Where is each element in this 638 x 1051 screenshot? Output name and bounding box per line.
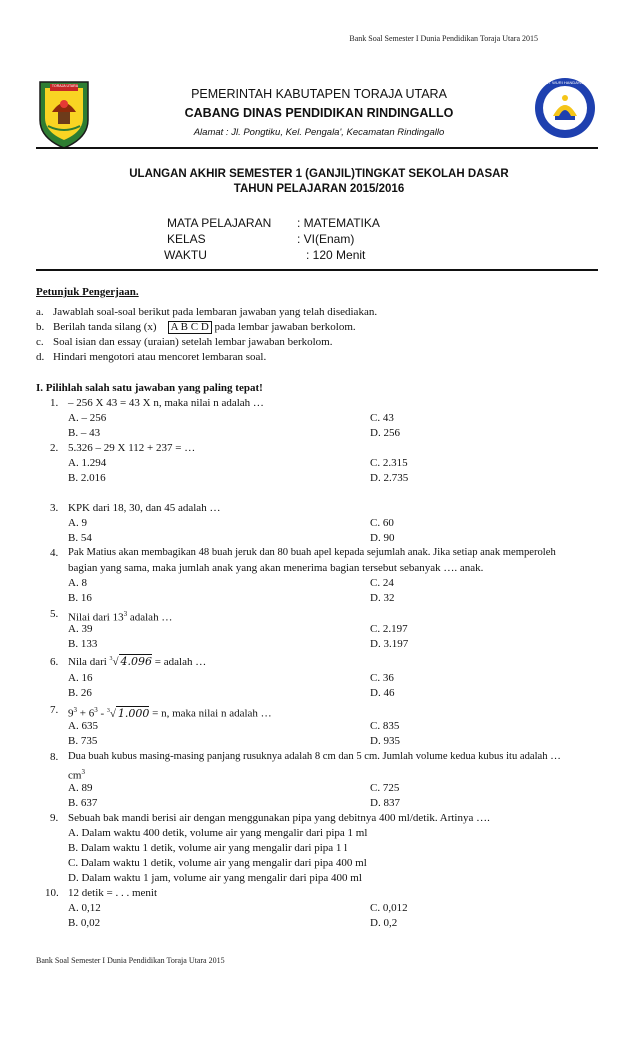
instruction-letter: b. bbox=[36, 321, 45, 333]
answer-choice-box: A B C D bbox=[168, 321, 212, 334]
question-9: Sebuah bak mandi berisi air dengan menggunakan pipa yang debitnya 400 ml/detik. Artinya …. bbox=[68, 812, 490, 824]
question-1: – 256 X 43 = 43 X n, maka nilai n adalah … bbox=[68, 397, 264, 409]
question-number: 5. bbox=[50, 608, 59, 620]
option-c: C. 24 bbox=[370, 577, 394, 589]
option-b: B. 637 bbox=[68, 797, 98, 809]
option-c: C. Dalam waktu 1 detik, volume air yang mengalir dari pipa 400 ml bbox=[68, 857, 367, 869]
exam-year: TAHUN PELAJARAN 2015/2016 bbox=[233, 183, 405, 195]
option-b: B. 0,02 bbox=[68, 917, 101, 929]
info-row-class bbox=[167, 232, 354, 246]
question-7 bbox=[68, 703, 272, 721]
option-b: B. 735 bbox=[68, 735, 98, 747]
info-row-subject bbox=[167, 216, 380, 230]
option-a: A. 1.294 bbox=[68, 457, 107, 469]
option-a: A. 16 bbox=[68, 672, 93, 684]
instruction-a: Jawablah soal-soal berikut pada lembaran jawaban yang telah disediakan. bbox=[53, 306, 378, 318]
q7-b-exponent: 3 bbox=[94, 706, 98, 714]
option-b: B. 2.016 bbox=[68, 472, 106, 484]
info-value: : MATEMATIKA bbox=[297, 216, 380, 230]
q5-pre: Nilai dari 13 bbox=[68, 611, 124, 624]
radical-sign: √ bbox=[112, 656, 119, 668]
q7-minus: - bbox=[97, 707, 107, 720]
instruction-letter: c. bbox=[36, 336, 44, 348]
info-value: : 120 Menit bbox=[306, 248, 366, 262]
q7-a-exponent: 3 bbox=[73, 706, 77, 714]
instruction-c: Soal isian dan essay (uraian) setelah lembar jawaban berkolom. bbox=[53, 336, 333, 348]
option-d: D. 46 bbox=[370, 687, 395, 699]
radicand: 1.000 bbox=[117, 706, 150, 720]
question-number: 7. bbox=[50, 704, 59, 716]
option-a: A. 8 bbox=[68, 577, 87, 589]
option-b: B. 54 bbox=[68, 532, 92, 544]
tut-wuri-handayani-logo-text: TUT WURI HANDAYANI bbox=[543, 80, 587, 85]
question-2: 5.326 – 29 X 112 + 237 = … bbox=[68, 442, 196, 454]
option-b: B. 133 bbox=[68, 638, 98, 650]
option-d: D. 256 bbox=[370, 427, 400, 439]
option-a: A. Dalam waktu 400 detik, volume air yang mengalir dari pipa 1 ml bbox=[68, 827, 368, 839]
option-a: A. – 256 bbox=[68, 412, 107, 424]
option-c: C. 36 bbox=[370, 672, 394, 684]
q6-pre: Nila dari bbox=[68, 656, 110, 668]
section-heading: I. Pilihlah salah satu jawaban yang paling tepat! bbox=[36, 382, 263, 394]
instruction-b bbox=[53, 320, 356, 334]
info-row-time bbox=[164, 248, 365, 262]
question-10: 12 detik = . . . menit bbox=[68, 887, 157, 899]
option-d: D. 935 bbox=[370, 735, 400, 747]
instruction-b-post: pada lembar jawaban berkolom. bbox=[214, 321, 356, 333]
option-c: C. 725 bbox=[370, 782, 400, 794]
question-6 bbox=[68, 655, 206, 669]
info-label: WAKTU bbox=[164, 248, 207, 262]
toraja-utara-logo-text: TORAJA UTARA bbox=[51, 84, 79, 88]
letterhead-line-2: CABANG DINAS PENDIDIKAN RINDINGALLO bbox=[184, 106, 454, 120]
question-number: 9. bbox=[50, 812, 59, 824]
letterhead-line-1: PEMERINTAH KABUTAPEN TORAJA UTARA bbox=[191, 87, 447, 101]
running-header: Bank Soal Semester I Dunia Pendidikan Toraja Utara 2015 bbox=[349, 34, 538, 43]
q5-exponent: 3 bbox=[123, 610, 128, 618]
option-b: B. Dalam waktu 1 detik, volume air yang mengalir dari pipa 1 l bbox=[68, 842, 348, 854]
info-value: : VI(Enam) bbox=[297, 232, 355, 246]
instruction-b-pre: Berilah tanda silang (x) bbox=[53, 321, 157, 333]
q8-unit-exponent: 3 bbox=[81, 768, 85, 776]
option-b: B. – 43 bbox=[68, 427, 101, 439]
cube-root bbox=[110, 656, 153, 668]
option-b: B. 16 bbox=[68, 592, 92, 604]
instruction-letter: d. bbox=[36, 351, 45, 363]
exam-title: ULANGAN AKHIR SEMESTER 1 (GANJIL)TINGKAT SEKOLAH DASAR bbox=[129, 168, 509, 180]
question-number: 4. bbox=[50, 547, 59, 559]
option-a: A. 635 bbox=[68, 720, 98, 732]
option-b: B. 26 bbox=[68, 687, 92, 699]
question-3: KPK dari 18, 30, dan 45 adalah … bbox=[68, 502, 221, 514]
info-label: MATA PELAJARAN bbox=[167, 216, 272, 230]
root-index: 3 bbox=[106, 707, 110, 714]
info-divider bbox=[36, 269, 598, 271]
option-c: C. 2.197 bbox=[370, 623, 408, 635]
option-c: C. 0,012 bbox=[370, 902, 408, 914]
option-c: C. 60 bbox=[370, 517, 394, 529]
option-c: C. 43 bbox=[370, 412, 394, 424]
option-a: A. 9 bbox=[68, 517, 87, 529]
cube-root bbox=[107, 708, 150, 720]
question-number: 3. bbox=[50, 502, 59, 514]
question-number: 10. bbox=[45, 887, 59, 899]
q5-post: adalah … bbox=[127, 611, 173, 624]
option-c: C. 835 bbox=[370, 720, 400, 732]
option-c: C. 2.315 bbox=[370, 457, 408, 469]
option-a: A. 89 bbox=[68, 782, 93, 794]
radical-sign: √ bbox=[109, 707, 116, 720]
q6-post: = adalah … bbox=[152, 656, 207, 668]
question-4-line-2: bagian yang sama, maka jumlah anak yang akan menerima bagian tersebut sebanyak …. anak. bbox=[68, 562, 484, 574]
option-d: D. 837 bbox=[370, 797, 400, 809]
question-number: 6. bbox=[50, 656, 59, 668]
q7-a: 9 bbox=[68, 707, 74, 720]
option-d: D. Dalam waktu 1 jam, volume air yang mengalir dari pipa 400 ml bbox=[68, 872, 362, 884]
option-a: A. 39 bbox=[68, 623, 93, 635]
question-number: 8. bbox=[50, 751, 59, 763]
letterhead-divider bbox=[36, 147, 598, 149]
instruction-d: Hindari mengotori atau mencoret lembaran soal. bbox=[53, 351, 267, 363]
option-a: A. 0,12 bbox=[68, 902, 101, 914]
radicand: 4.096 bbox=[120, 655, 153, 668]
question-number: 1. bbox=[50, 397, 59, 409]
question-number: 2. bbox=[50, 442, 59, 454]
option-d: D. 2.735 bbox=[370, 472, 409, 484]
q7-post: = n, maka nilai n adalah … bbox=[149, 707, 272, 720]
option-d: D. 0,2 bbox=[370, 917, 398, 929]
instructions-heading: Petunjuk Pengerjaan. bbox=[36, 286, 139, 298]
option-d: D. 32 bbox=[370, 592, 395, 604]
letterhead-address: Alamat : Jl. Pongtiku, Kel. Pengala', Kecamatan Rindingallo bbox=[193, 127, 445, 138]
option-d: D. 90 bbox=[370, 532, 395, 544]
question-8-unit bbox=[68, 765, 85, 783]
info-label: KELAS bbox=[167, 232, 206, 246]
question-8-line-1: Dua buah kubus masing-masing panjang rusuknya adalah 8 cm dan 5 cm. Jumlah volume kedua kubus itu adalah … bbox=[68, 751, 561, 762]
root-index: 3 bbox=[109, 656, 113, 662]
q8-unit: cm bbox=[68, 769, 82, 782]
instruction-letter: a. bbox=[36, 306, 44, 318]
q7-mid: + 6 bbox=[77, 707, 95, 720]
question-4-line-1: Pak Matius akan membagikan 48 buah jeruk dan 80 buah apel kepada sejumlah anak. Jika setiap anak memperoleh bbox=[68, 547, 556, 558]
option-d: D. 3.197 bbox=[370, 638, 409, 650]
running-footer: Bank Soal Semester I Dunia Pendidikan Toraja Utara 2015 bbox=[36, 956, 225, 965]
